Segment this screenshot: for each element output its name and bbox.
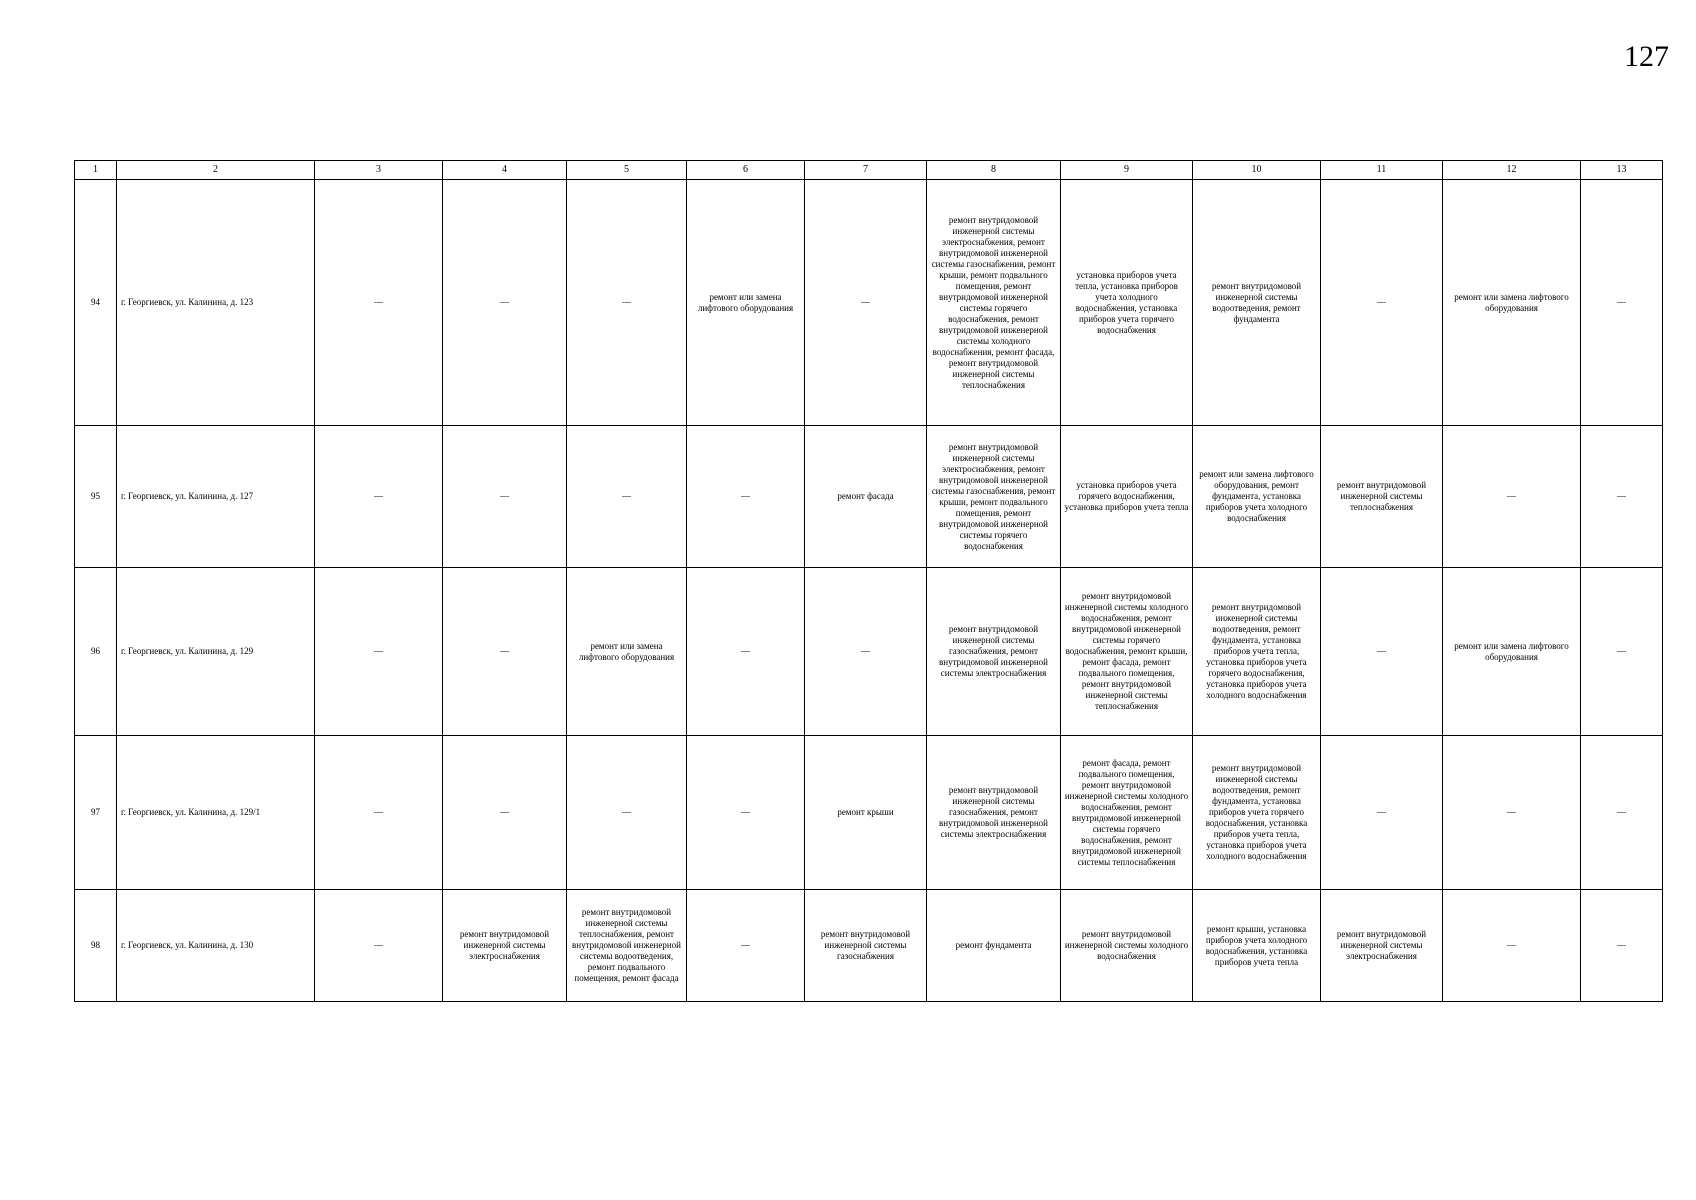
table-cell: —: [315, 890, 443, 1002]
table-cell: —: [1321, 736, 1443, 890]
table-cell: —: [687, 426, 805, 568]
table-cell: ремонт крыши, установка приборов учета холодного водоснабжения, установка приборов учета тепла: [1193, 890, 1321, 1002]
table-cell: ремонт крыши: [805, 736, 927, 890]
column-header: 12: [1443, 161, 1581, 180]
column-header: 4: [443, 161, 567, 180]
table-cell: —: [567, 736, 687, 890]
table-cell: —: [1443, 890, 1581, 1002]
column-header: 5: [567, 161, 687, 180]
table-row: [75, 890, 1663, 1002]
table-cell: —: [315, 568, 443, 736]
table-cell: —: [567, 180, 687, 426]
table-cell: ремонт внутридомовой инженерной системы электроснабжения, ремонт внутридомовой инженерной системы газоснабжения, ремонт крыши, ремонт подвального помещения, ремонт внутридомовой инженерной системы горячего водоснабжения: [927, 426, 1061, 568]
column-header: 9: [1061, 161, 1193, 180]
table-cell: ремонт фасада: [805, 426, 927, 568]
header-row: [75, 161, 1663, 180]
table-cell: —: [443, 568, 567, 736]
table-cell: —: [443, 426, 567, 568]
column-header: 2: [117, 161, 315, 180]
table-cell: —: [1321, 568, 1443, 736]
table-cell: —: [1581, 568, 1663, 736]
table-row: [75, 568, 1663, 736]
column-header: 7: [805, 161, 927, 180]
table-cell: ремонт фундамента: [927, 890, 1061, 1002]
table-row: [75, 736, 1663, 890]
column-header: 3: [315, 161, 443, 180]
row-number-cell: 95: [75, 426, 117, 568]
column-header: 8: [927, 161, 1061, 180]
table-cell: —: [687, 890, 805, 1002]
table-cell: ремонт внутридомовой инженерной системы теплоснабжения: [1321, 426, 1443, 568]
address-cell: г. Георгиевск, ул. Калинина, д. 129/1: [117, 736, 315, 890]
table-cell: —: [315, 736, 443, 890]
table-cell: ремонт внутридомовой инженерной системы электроснабжения, ремонт внутридомовой инженерной системы газоснабжения, ремонт крыши, ремонт подвального помещения, ремонт внутридомовой инженерной системы горячего водоснабжения, ремонт внутридомовой инженерной системы холодного водоснабжения, ремонт фасада, ремонт внутридомовой инженерной системы теплоснабжения: [927, 180, 1061, 426]
address-cell: г. Георгиевск, ул. Калинина, д. 129: [117, 568, 315, 736]
table-cell: —: [1581, 426, 1663, 568]
table-header: [75, 161, 1663, 180]
table-cell: —: [805, 568, 927, 736]
table-cell: ремонт внутридомовой инженерной системы теплоснабжения, ремонт внутридомовой инженерной системы водоотведения, ремонт подвального помещения, ремонт фасада: [567, 890, 687, 1002]
address-cell: г. Георгиевск, ул. Калинина, д. 123: [117, 180, 315, 426]
table-cell: ремонт внутридомовой инженерной системы водоотведения, ремонт фундамента, установка приборов учета тепла, установка приборов учета горячего водоснабжения, установка приборов учета холодного водоснабжения: [1193, 568, 1321, 736]
address-cell: г. Георгиевск, ул. Калинина, д. 127: [117, 426, 315, 568]
table-cell: ремонт внутридомовой инженерной системы холодного водоснабжения, ремонт внутридомовой инженерной системы горячего водоснабжения, ремонт крыши, ремонт фасада, ремонт подвального помещения, ремонт внутридомовой инженерной системы теплоснабжения: [1061, 568, 1193, 736]
table-cell: установка приборов учета тепла, установка приборов учета холодного водоснабжения, установка приборов учета горячего водоснабжения: [1061, 180, 1193, 426]
column-header: 1: [75, 161, 117, 180]
table-cell: —: [443, 736, 567, 890]
works-table: [74, 160, 1663, 1002]
table-cell: ремонт или замена лифтового оборудования: [1443, 568, 1581, 736]
row-number-cell: 97: [75, 736, 117, 890]
column-header: 13: [1581, 161, 1663, 180]
column-header: 10: [1193, 161, 1321, 180]
table-cell: —: [443, 180, 567, 426]
table-cell: —: [1321, 180, 1443, 426]
column-header: 11: [1321, 161, 1443, 180]
table-cell: ремонт внутридомовой инженерной системы газоснабжения, ремонт внутридомовой инженерной системы электроснабжения: [927, 568, 1061, 736]
address-cell: г. Георгиевск, ул. Калинина, д. 130: [117, 890, 315, 1002]
table-cell: ремонт внутридомовой инженерной системы холодного водоснабжения: [1061, 890, 1193, 1002]
table-cell: —: [1443, 736, 1581, 890]
table-cell: ремонт внутридомовой инженерной системы электроснабжения: [443, 890, 567, 1002]
table-cell: ремонт внутридомовой инженерной системы газоснабжения, ремонт внутридомовой инженерной системы электроснабжения: [927, 736, 1061, 890]
table-cell: —: [315, 426, 443, 568]
row-number-cell: 96: [75, 568, 117, 736]
table-cell: ремонт или замена лифтового оборудования, ремонт фундамента, установка приборов учета холодного водоснабжения: [1193, 426, 1321, 568]
table-cell: —: [1581, 890, 1663, 1002]
table-cell: установка приборов учета горячего водоснабжения, установка приборов учета тепла: [1061, 426, 1193, 568]
table-row: [75, 180, 1663, 426]
table-cell: —: [687, 568, 805, 736]
page-number: 127: [1624, 40, 1669, 73]
table-cell: —: [1581, 736, 1663, 890]
table-cell: ремонт или замена лифтового оборудования: [687, 180, 805, 426]
row-number-cell: 94: [75, 180, 117, 426]
table-cell: ремонт внутридомовой инженерной системы водоотведения, ремонт фундамента: [1193, 180, 1321, 426]
table-cell: —: [805, 180, 927, 426]
table-cell: —: [1443, 426, 1581, 568]
table-cell: —: [1581, 180, 1663, 426]
table-body: [75, 180, 1663, 1002]
table-cell: ремонт или замена лифтового оборудования: [1443, 180, 1581, 426]
table-cell: ремонт внутридомовой инженерной системы газоснабжения: [805, 890, 927, 1002]
table-cell: ремонт внутридомовой инженерной системы электроснабжения: [1321, 890, 1443, 1002]
table-row: [75, 426, 1663, 568]
row-number-cell: 98: [75, 890, 117, 1002]
column-header: 6: [687, 161, 805, 180]
table-cell: ремонт внутридомовой инженерной системы водоотведения, ремонт фундамента, установка приборов учета горячего водоснабжения, установка приборов учета тепла, установка приборов учета холодного водоснабжения: [1193, 736, 1321, 890]
table-cell: —: [315, 180, 443, 426]
table-cell: —: [687, 736, 805, 890]
table-cell: ремонт или замена лифтового оборудования: [567, 568, 687, 736]
table-cell: —: [567, 426, 687, 568]
table-cell: ремонт фасада, ремонт подвального помещения, ремонт внутридомовой инженерной системы холодного водоснабжения, ремонт внутридомовой инженерной системы горячего водоснабжения, ремонт внутридомовой инженерной системы теплоснабжения: [1061, 736, 1193, 890]
